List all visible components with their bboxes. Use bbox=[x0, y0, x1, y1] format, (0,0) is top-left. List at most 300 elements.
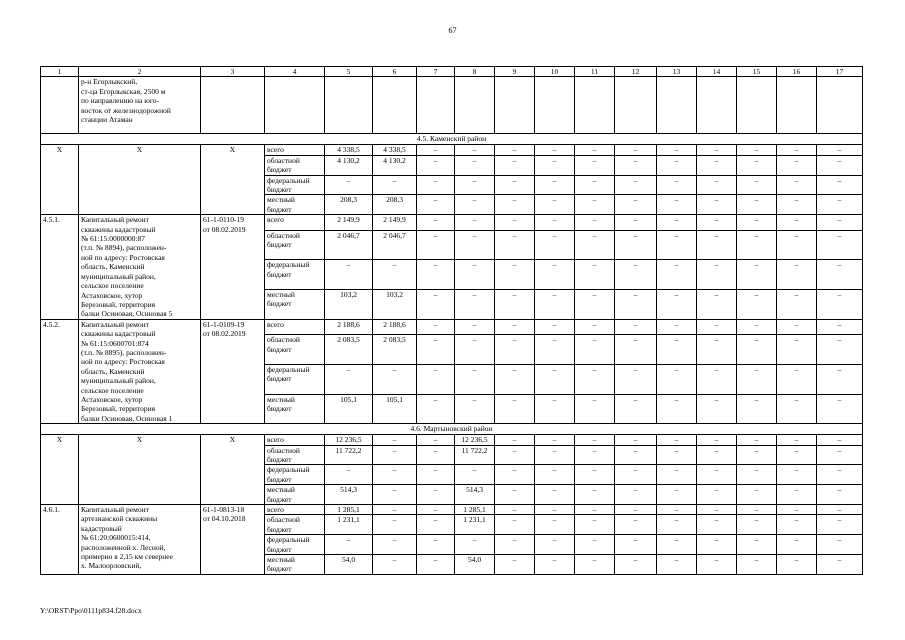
column-number: 6 bbox=[373, 67, 417, 77]
cell-empty bbox=[697, 77, 737, 134]
amount-cell: – bbox=[777, 515, 817, 535]
amount-cell: – bbox=[535, 335, 575, 365]
page-number: 67 bbox=[448, 26, 457, 35]
amount-cell: – bbox=[495, 215, 535, 231]
amount-cell: – bbox=[495, 515, 535, 535]
amount-cell: 1 231,1 bbox=[325, 515, 373, 535]
amount-cell: 12 236,5 bbox=[325, 435, 373, 445]
amount-cell: – bbox=[575, 485, 615, 505]
amount-cell: – bbox=[535, 230, 575, 260]
amount-cell: – bbox=[575, 195, 615, 215]
amount-cell: – bbox=[455, 260, 495, 290]
amount-cell: 11 722,2 bbox=[325, 445, 373, 465]
amount-cell: – bbox=[455, 535, 495, 555]
amount-cell: – bbox=[535, 364, 575, 394]
amount-cell: – bbox=[817, 155, 863, 175]
amount-cell: – bbox=[615, 319, 657, 335]
amount-cell: – bbox=[817, 505, 863, 515]
cell-empty bbox=[737, 77, 777, 134]
registration-number: 61-1-0109-19 от 08.02.2019 bbox=[201, 319, 265, 423]
section-header-row bbox=[41, 424, 863, 435]
amount-cell: 2 188,6 bbox=[325, 319, 373, 335]
amount-cell: – bbox=[697, 485, 737, 505]
amount-cell: – bbox=[657, 215, 697, 231]
amount-cell: – bbox=[535, 145, 575, 155]
amount-cell: – bbox=[697, 515, 737, 535]
amount-cell: – bbox=[575, 155, 615, 175]
amount-cell: – bbox=[777, 465, 817, 485]
amount-cell: 2 046,7 bbox=[325, 230, 373, 260]
amount-cell: – bbox=[817, 515, 863, 535]
amount-cell: – bbox=[817, 394, 863, 424]
amount-cell: – bbox=[777, 175, 817, 195]
amount-cell: – bbox=[325, 364, 373, 394]
funding-source: областной бюджет bbox=[265, 335, 325, 365]
amount-cell: – bbox=[737, 145, 777, 155]
amount-cell: – bbox=[615, 364, 657, 394]
amount-cell: – bbox=[615, 435, 657, 445]
amount-cell: 1 285,1 bbox=[325, 505, 373, 515]
column-number: 12 bbox=[615, 67, 657, 77]
funding-source: всего bbox=[265, 319, 325, 335]
cell-empty bbox=[41, 77, 79, 134]
amount-cell: – bbox=[417, 175, 455, 195]
funding-source: федеральный бюджет bbox=[265, 465, 325, 485]
amount-cell: – bbox=[373, 485, 417, 505]
amount-cell: 2 149,9 bbox=[325, 215, 373, 231]
amount-cell: – bbox=[657, 155, 697, 175]
amount-cell: – bbox=[325, 260, 373, 290]
amount-cell: – bbox=[737, 515, 777, 535]
amount-cell: – bbox=[657, 505, 697, 515]
amount-cell: – bbox=[417, 215, 455, 231]
amount-cell: – bbox=[697, 465, 737, 485]
cell-empty bbox=[777, 77, 817, 134]
amount-cell: – bbox=[817, 435, 863, 445]
funding-source: областной бюджет bbox=[265, 515, 325, 535]
amount-cell: – bbox=[495, 505, 535, 515]
amount-cell: – bbox=[455, 319, 495, 335]
amount-cell: – bbox=[737, 290, 777, 320]
continuation-row bbox=[41, 77, 863, 134]
cell-empty bbox=[455, 77, 495, 134]
funding-source: местный бюджет bbox=[265, 555, 325, 575]
amount-cell: – bbox=[535, 485, 575, 505]
amount-cell: – bbox=[657, 465, 697, 485]
amount-cell: – bbox=[657, 290, 697, 320]
amount-cell: – bbox=[417, 515, 455, 535]
cell-empty bbox=[535, 77, 575, 134]
table-row bbox=[41, 215, 863, 231]
section-title: 4.5. Каменский район bbox=[41, 134, 863, 145]
amount-cell: – bbox=[737, 335, 777, 365]
amount-cell: – bbox=[495, 260, 535, 290]
amount-cell: – bbox=[817, 465, 863, 485]
amount-cell: – bbox=[697, 435, 737, 445]
amount-cell: – bbox=[817, 335, 863, 365]
amount-cell: – bbox=[535, 515, 575, 535]
amount-cell: 2 083,5 bbox=[373, 335, 417, 365]
amount-cell: – bbox=[817, 319, 863, 335]
amount-cell: – bbox=[615, 230, 657, 260]
amount-cell: – bbox=[737, 535, 777, 555]
object-description: Капитальный ремонт скважины кадастровый № 61:15:0000000:87 (т.п. № 8894), расположен- ной по адресу: Ростовская область, Каменский муниципальный район, сельское поселение Астаховское, хутор Березовый, территория балки Осиновая, Осиновая 5 bbox=[79, 215, 201, 319]
amount-cell: – bbox=[657, 435, 697, 445]
amount-cell: – bbox=[575, 175, 615, 195]
amount-cell: – bbox=[777, 505, 817, 515]
amount-cell: – bbox=[495, 485, 535, 505]
amount-cell: – bbox=[817, 445, 863, 465]
amount-cell: – bbox=[817, 364, 863, 394]
amount-cell: – bbox=[737, 394, 777, 424]
amount-cell: – bbox=[455, 195, 495, 215]
cell-empty bbox=[265, 77, 325, 134]
amount-cell: – bbox=[615, 555, 657, 575]
column-number: 10 bbox=[535, 67, 575, 77]
amount-cell: – bbox=[697, 535, 737, 555]
amount-cell: 4 338,5 bbox=[325, 145, 373, 155]
amount-cell: – bbox=[417, 555, 455, 575]
table-row bbox=[41, 145, 863, 155]
amount-cell: 1 285,1 bbox=[455, 505, 495, 515]
amount-cell: – bbox=[575, 394, 615, 424]
amount-cell: – bbox=[697, 215, 737, 231]
amount-cell: – bbox=[535, 260, 575, 290]
amount-cell: – bbox=[495, 230, 535, 260]
amount-cell: – bbox=[777, 260, 817, 290]
column-number: 5 bbox=[325, 67, 373, 77]
amount-cell: 208,3 bbox=[325, 195, 373, 215]
amount-cell: – bbox=[817, 230, 863, 260]
amount-cell: 105,1 bbox=[325, 394, 373, 424]
amount-cell: 2 149,9 bbox=[373, 215, 417, 231]
registration-number: 61-1-0110-19 от 08.02.2019 bbox=[201, 215, 265, 319]
amount-cell: – bbox=[575, 364, 615, 394]
amount-cell: – bbox=[777, 394, 817, 424]
funding-source: всего bbox=[265, 435, 325, 445]
amount-cell: – bbox=[417, 195, 455, 215]
amount-cell: – bbox=[417, 435, 455, 445]
funding-source: всего bbox=[265, 145, 325, 155]
amount-cell: – bbox=[495, 364, 535, 394]
amount-cell: – bbox=[697, 175, 737, 195]
amount-cell: – bbox=[575, 290, 615, 320]
amount-cell: – bbox=[697, 230, 737, 260]
amount-cell: – bbox=[575, 505, 615, 515]
funding-source: всего bbox=[265, 505, 325, 515]
amount-cell: – bbox=[575, 260, 615, 290]
amount-cell: – bbox=[657, 335, 697, 365]
amount-cell: 12 236,5 bbox=[455, 435, 495, 445]
amount-cell: – bbox=[575, 230, 615, 260]
amount-cell: – bbox=[373, 515, 417, 535]
amount-cell: – bbox=[495, 535, 535, 555]
amount-cell: – bbox=[417, 290, 455, 320]
amount-cell: – bbox=[495, 394, 535, 424]
column-number: 13 bbox=[657, 67, 697, 77]
amount-cell: – bbox=[615, 515, 657, 535]
column-number: 16 bbox=[777, 67, 817, 77]
amount-cell: – bbox=[325, 535, 373, 555]
column-number: 1 bbox=[41, 67, 79, 77]
amount-cell: – bbox=[737, 465, 777, 485]
amount-cell: – bbox=[455, 290, 495, 320]
column-number: 4 bbox=[265, 67, 325, 77]
amount-cell: – bbox=[697, 335, 737, 365]
amount-cell: – bbox=[455, 394, 495, 424]
amount-cell: – bbox=[777, 215, 817, 231]
amount-cell: – bbox=[737, 555, 777, 575]
amount-cell: – bbox=[657, 145, 697, 155]
amount-cell: 1 231,1 bbox=[455, 515, 495, 535]
amount-cell: 103,2 bbox=[373, 290, 417, 320]
section-title: 4.6. Мартыновский район bbox=[41, 424, 863, 435]
amount-cell: – bbox=[417, 485, 455, 505]
funding-source: федеральный бюджет bbox=[265, 535, 325, 555]
amount-cell: – bbox=[737, 230, 777, 260]
amount-cell: – bbox=[373, 465, 417, 485]
amount-cell: – bbox=[697, 364, 737, 394]
funding-source: областной бюджет bbox=[265, 445, 325, 465]
amount-cell: 514,3 bbox=[325, 485, 373, 505]
amount-cell: – bbox=[817, 175, 863, 195]
amount-cell: – bbox=[737, 485, 777, 505]
amount-cell: – bbox=[657, 175, 697, 195]
amount-cell: – bbox=[373, 364, 417, 394]
amount-cell: – bbox=[817, 555, 863, 575]
amount-cell: – bbox=[535, 555, 575, 575]
amount-cell: – bbox=[657, 535, 697, 555]
amount-cell: – bbox=[417, 319, 455, 335]
amount-cell: – bbox=[535, 445, 575, 465]
amount-cell: – bbox=[615, 465, 657, 485]
cell-empty bbox=[417, 77, 455, 134]
amount-cell: – bbox=[373, 260, 417, 290]
amount-cell: – bbox=[817, 215, 863, 231]
amount-cell: – bbox=[777, 335, 817, 365]
cell-empty bbox=[575, 77, 615, 134]
amount-cell: – bbox=[455, 465, 495, 485]
funding-source: федеральный бюджет bbox=[265, 364, 325, 394]
amount-cell: – bbox=[535, 290, 575, 320]
cell-empty bbox=[201, 77, 265, 134]
amount-cell: – bbox=[737, 155, 777, 175]
amount-cell: – bbox=[777, 485, 817, 505]
funding-source: всего bbox=[265, 215, 325, 231]
funding-source: федеральный бюджет bbox=[265, 260, 325, 290]
column-number: 17 bbox=[817, 67, 863, 77]
amount-cell: – bbox=[737, 435, 777, 445]
amount-cell: – bbox=[575, 465, 615, 485]
amount-cell: – bbox=[737, 215, 777, 231]
amount-cell: – bbox=[575, 535, 615, 555]
amount-cell: – bbox=[657, 319, 697, 335]
registration-number: Х bbox=[201, 145, 265, 215]
amount-cell: – bbox=[417, 445, 455, 465]
amount-cell: 4 338,5 bbox=[373, 145, 417, 155]
cell-empty bbox=[373, 77, 417, 134]
amount-cell: – bbox=[657, 364, 697, 394]
cell-empty bbox=[817, 77, 863, 134]
funding-source: федеральный бюджет bbox=[265, 175, 325, 195]
amount-cell: – bbox=[417, 230, 455, 260]
amount-cell: 514,3 bbox=[455, 485, 495, 505]
amount-cell: – bbox=[657, 394, 697, 424]
amount-cell: – bbox=[657, 555, 697, 575]
amount-cell: – bbox=[777, 364, 817, 394]
amount-cell: – bbox=[817, 485, 863, 505]
amount-cell: – bbox=[495, 319, 535, 335]
amount-cell: – bbox=[697, 505, 737, 515]
amount-cell: – bbox=[737, 175, 777, 195]
amount-cell: – bbox=[657, 515, 697, 535]
amount-cell: – bbox=[615, 260, 657, 290]
amount-cell: – bbox=[535, 215, 575, 231]
amount-cell: – bbox=[817, 260, 863, 290]
amount-cell: – bbox=[455, 335, 495, 365]
cell-empty bbox=[657, 77, 697, 134]
funding-source: областной бюджет bbox=[265, 155, 325, 175]
column-number-row bbox=[41, 67, 863, 77]
amount-cell: – bbox=[615, 145, 657, 155]
amount-cell: – bbox=[737, 195, 777, 215]
amount-cell: 2 188,6 bbox=[373, 319, 417, 335]
amount-cell: 2 046,7 bbox=[373, 230, 417, 260]
object-description: р-н Егорлыкский, ст-ца Егорлыкская, 2500 м по направлению на юго- восток от железнодорожной станции Атаман bbox=[79, 77, 201, 134]
amount-cell: – bbox=[575, 435, 615, 445]
column-number: 2 bbox=[79, 67, 201, 77]
file-path-footer: Y:\ORST\Ppo\0111p834.f28.docx bbox=[40, 606, 142, 615]
amount-cell: – bbox=[455, 364, 495, 394]
budget-table bbox=[40, 66, 863, 575]
amount-cell: – bbox=[657, 260, 697, 290]
amount-cell: – bbox=[697, 155, 737, 175]
amount-cell: – bbox=[697, 319, 737, 335]
amount-cell: – bbox=[417, 260, 455, 290]
amount-cell: – bbox=[373, 445, 417, 465]
column-number: 14 bbox=[697, 67, 737, 77]
amount-cell: – bbox=[737, 364, 777, 394]
amount-cell: – bbox=[495, 145, 535, 155]
registration-number: 61-1-0813-18 от 04.10.2018 bbox=[201, 505, 265, 575]
amount-cell: – bbox=[615, 535, 657, 555]
amount-cell: – bbox=[495, 465, 535, 485]
amount-cell: – bbox=[777, 230, 817, 260]
table-row bbox=[41, 435, 863, 445]
amount-cell: – bbox=[777, 435, 817, 445]
amount-cell: – bbox=[373, 505, 417, 515]
amount-cell: – bbox=[777, 319, 817, 335]
amount-cell: 4 130,2 bbox=[373, 155, 417, 175]
amount-cell: – bbox=[657, 445, 697, 465]
amount-cell: – bbox=[575, 515, 615, 535]
amount-cell: – bbox=[455, 155, 495, 175]
amount-cell: – bbox=[657, 485, 697, 505]
amount-cell: – bbox=[777, 195, 817, 215]
column-number: 8 bbox=[455, 67, 495, 77]
item-number: Х bbox=[41, 435, 79, 505]
amount-cell: – bbox=[777, 145, 817, 155]
amount-cell: – bbox=[417, 335, 455, 365]
amount-cell: – bbox=[697, 555, 737, 575]
item-number: Х bbox=[41, 145, 79, 215]
amount-cell: – bbox=[575, 319, 615, 335]
funding-source: областной бюджет bbox=[265, 230, 325, 260]
item-number: 4.6.1. bbox=[41, 505, 79, 575]
amount-cell: – bbox=[417, 145, 455, 155]
amount-cell: – bbox=[777, 445, 817, 465]
amount-cell: – bbox=[373, 175, 417, 195]
object-description: Х bbox=[79, 435, 201, 505]
cell-empty bbox=[615, 77, 657, 134]
object-description: Капитальный ремонт артезианской скважины кадастровый № 61:20:0600015:414, расположенной х. Лесной, примерно в 2,15 км севернее х. Малоорловский, bbox=[79, 505, 201, 575]
amount-cell: – bbox=[325, 175, 373, 195]
amount-cell: 11 722,2 bbox=[455, 445, 495, 465]
amount-cell: – bbox=[495, 195, 535, 215]
amount-cell: – bbox=[417, 155, 455, 175]
amount-cell: – bbox=[615, 155, 657, 175]
column-number: 3 bbox=[201, 67, 265, 77]
amount-cell: 103,2 bbox=[325, 290, 373, 320]
amount-cell: – bbox=[455, 215, 495, 231]
amount-cell: – bbox=[697, 445, 737, 465]
funding-source: местный бюджет bbox=[265, 394, 325, 424]
amount-cell: – bbox=[417, 505, 455, 515]
amount-cell: – bbox=[495, 335, 535, 365]
amount-cell: – bbox=[615, 485, 657, 505]
amount-cell: – bbox=[417, 535, 455, 555]
amount-cell: – bbox=[817, 145, 863, 155]
amount-cell: – bbox=[535, 435, 575, 445]
amount-cell: – bbox=[495, 445, 535, 465]
amount-cell: – bbox=[777, 290, 817, 320]
amount-cell: – bbox=[575, 145, 615, 155]
amount-cell: – bbox=[697, 260, 737, 290]
amount-cell: – bbox=[697, 145, 737, 155]
table-row bbox=[41, 505, 863, 515]
amount-cell: – bbox=[615, 175, 657, 195]
section-header-row bbox=[41, 134, 863, 145]
amount-cell: – bbox=[535, 175, 575, 195]
amount-cell: – bbox=[495, 290, 535, 320]
amount-cell: 208,3 bbox=[373, 195, 417, 215]
column-number: 9 bbox=[495, 67, 535, 77]
item-number: 4.5.2. bbox=[41, 319, 79, 423]
amount-cell: – bbox=[373, 435, 417, 445]
amount-cell: – bbox=[495, 555, 535, 575]
amount-cell: – bbox=[777, 535, 817, 555]
column-number: 7 bbox=[417, 67, 455, 77]
amount-cell: – bbox=[535, 195, 575, 215]
amount-cell: – bbox=[737, 505, 777, 515]
amount-cell: – bbox=[737, 445, 777, 465]
amount-cell: – bbox=[575, 555, 615, 575]
column-number: 15 bbox=[737, 67, 777, 77]
amount-cell: – bbox=[417, 364, 455, 394]
amount-cell: – bbox=[657, 195, 697, 215]
amount-cell: – bbox=[615, 335, 657, 365]
amount-cell: – bbox=[495, 435, 535, 445]
amount-cell: – bbox=[455, 175, 495, 195]
amount-cell: – bbox=[615, 394, 657, 424]
amount-cell: – bbox=[777, 555, 817, 575]
amount-cell: – bbox=[817, 290, 863, 320]
amount-cell: – bbox=[657, 230, 697, 260]
amount-cell: – bbox=[575, 445, 615, 465]
amount-cell: 2 083,5 bbox=[325, 335, 373, 365]
amount-cell: – bbox=[737, 319, 777, 335]
amount-cell: – bbox=[417, 394, 455, 424]
